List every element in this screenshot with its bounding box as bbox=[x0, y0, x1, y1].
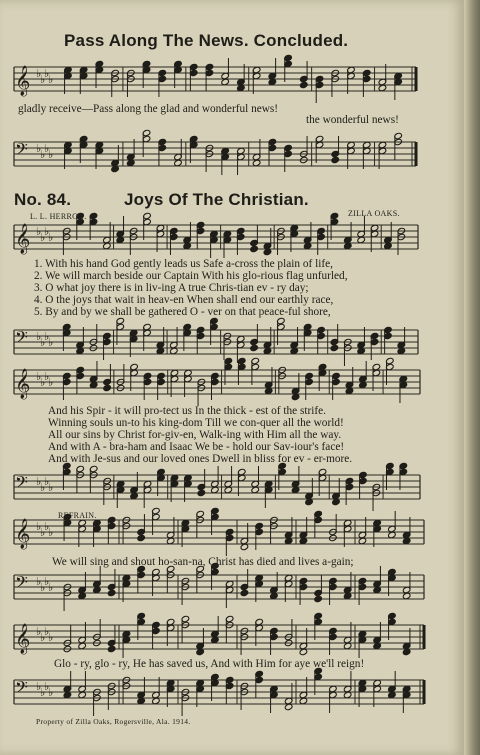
notehead bbox=[107, 645, 116, 652]
verse-line: Winning souls un-to his king-dom Till we con-quer all the world! bbox=[48, 417, 344, 429]
flat-icon: ♭ bbox=[36, 142, 42, 155]
flat-icon: ♭ bbox=[36, 370, 42, 383]
flat-icon: ♭ bbox=[44, 625, 50, 638]
hymn-title: Joys Of The Christian. bbox=[124, 190, 309, 209]
flat-icon: ♭ bbox=[40, 376, 46, 389]
flat-icon: ♭ bbox=[40, 73, 46, 86]
flat-icon: ♭ bbox=[40, 581, 46, 594]
verse-line: And with A - bra-ham and Isaac We be - hold our Sav-iour's face! bbox=[48, 441, 345, 453]
flat-icon: ♭ bbox=[44, 225, 50, 238]
book-gutter bbox=[464, 0, 480, 755]
flat-icon: ♭ bbox=[40, 631, 46, 644]
flat-icon: ♭ bbox=[48, 376, 54, 389]
notehead bbox=[314, 595, 323, 602]
notehead bbox=[197, 489, 206, 496]
notehead bbox=[250, 344, 259, 351]
flat-icon: ♭ bbox=[40, 481, 46, 494]
flat-icon: ♭ bbox=[44, 520, 50, 533]
treble-clef-icon: 𝄞 bbox=[15, 519, 31, 549]
treble-clef-icon: 𝄞 bbox=[15, 224, 31, 254]
lyric-line: the wonderful news! bbox=[306, 114, 399, 126]
flat-icon: ♭ bbox=[48, 148, 54, 161]
notehead bbox=[107, 589, 116, 596]
bass-clef-icon: 𝄢 bbox=[15, 327, 28, 351]
flat-icon: ♭ bbox=[44, 575, 50, 588]
treble-clef-icon: 𝄞 bbox=[15, 369, 31, 399]
notehead bbox=[240, 589, 249, 596]
flat-icon: ♭ bbox=[40, 526, 46, 539]
flat-icon: ♭ bbox=[36, 225, 42, 238]
notehead bbox=[103, 384, 112, 391]
flat-icon: ♭ bbox=[44, 142, 50, 155]
verse-line: 2. We will march beside our Captain With his glo-rious flag unfurled, bbox=[34, 270, 348, 282]
bass-clef-icon: 𝄢 bbox=[15, 139, 28, 163]
refrain-line: We will sing and shout ho-san-na, Christ has died and lives a-gain; bbox=[52, 556, 354, 568]
flat-icon: ♭ bbox=[36, 680, 42, 693]
flat-icon: ♭ bbox=[48, 526, 54, 539]
flat-icon: ♭ bbox=[48, 73, 54, 86]
flat-icon: ♭ bbox=[48, 231, 54, 244]
flat-icon: ♭ bbox=[40, 148, 46, 161]
bass-clef-icon: 𝄢 bbox=[15, 677, 28, 701]
lyric-line: gladly receive—Pass along the glad and wonderful news! bbox=[18, 103, 279, 115]
bass-clef-icon: 𝄢 bbox=[15, 572, 28, 596]
lyricist-credit: L. L. HERRON. bbox=[30, 212, 87, 221]
footer-credit: Property of Zilla Oaks, Rogersville, Ala. 1914. bbox=[36, 717, 191, 726]
flat-icon: ♭ bbox=[48, 481, 54, 494]
hymn-number: No. 84. bbox=[14, 190, 72, 209]
verse-line: 4. O the joys that wait in heav-en When shall end our earthly race, bbox=[34, 294, 334, 306]
bass-clef-icon: 𝄢 bbox=[15, 472, 28, 496]
verse-line: And his Spir - it will pro-tect us In the thick - est of the strife. bbox=[48, 405, 326, 417]
refrain-label: REFRAIN. bbox=[58, 511, 97, 520]
notehead bbox=[300, 81, 309, 88]
treble-clef-icon: 𝄞 bbox=[15, 66, 31, 96]
flat-icon: ♭ bbox=[44, 67, 50, 80]
flat-icon: ♭ bbox=[36, 330, 42, 343]
flat-icon: ♭ bbox=[44, 475, 50, 488]
notehead bbox=[331, 156, 340, 163]
flat-icon: ♭ bbox=[44, 680, 50, 693]
notehead bbox=[330, 344, 339, 351]
flat-icon: ♭ bbox=[36, 67, 42, 80]
composer-credit: ZILLA OAKS. bbox=[348, 209, 400, 218]
flat-icon: ♭ bbox=[40, 336, 46, 349]
notehead bbox=[137, 534, 146, 541]
flat-icon: ♭ bbox=[48, 631, 54, 644]
verse-line: And with Je-sus and our loved ones Dwell in bliss for ev - er-more. bbox=[48, 453, 353, 465]
treble-clef-icon: 𝄞 bbox=[15, 624, 31, 654]
header-title: Pass Along The News. Concluded. bbox=[64, 31, 349, 50]
flat-icon: ♭ bbox=[44, 330, 50, 343]
flat-icon: ♭ bbox=[40, 231, 46, 244]
flat-icon: ♭ bbox=[36, 520, 42, 533]
flat-icon: ♭ bbox=[48, 336, 54, 349]
verse-line: All our sins by Christ for-giv-en, Walk-ing with Him all the way. bbox=[48, 429, 342, 441]
refrain-line: Glo - ry, glo - ry, He has saved us, And with Him for aye we'll reign! bbox=[54, 658, 365, 670]
flat-icon: ♭ bbox=[44, 370, 50, 383]
flat-icon: ♭ bbox=[36, 575, 42, 588]
flat-icon: ♭ bbox=[36, 475, 42, 488]
verse-line: 3. O what joy there is in liv-ing A true Chris-tian ev - ry day; bbox=[34, 282, 309, 294]
flat-icon: ♭ bbox=[48, 581, 54, 594]
verse-line: 5. By and by we shall be gathered O - ver on that peace-ful shore, bbox=[34, 306, 331, 318]
flat-icon: ♭ bbox=[36, 625, 42, 638]
notehead bbox=[250, 245, 259, 252]
verse-line: 1. With his hand God gently leads us Safe a-cross the plain of life, bbox=[34, 258, 333, 270]
flat-icon: ♭ bbox=[48, 686, 54, 699]
flat-icon: ♭ bbox=[40, 686, 46, 699]
